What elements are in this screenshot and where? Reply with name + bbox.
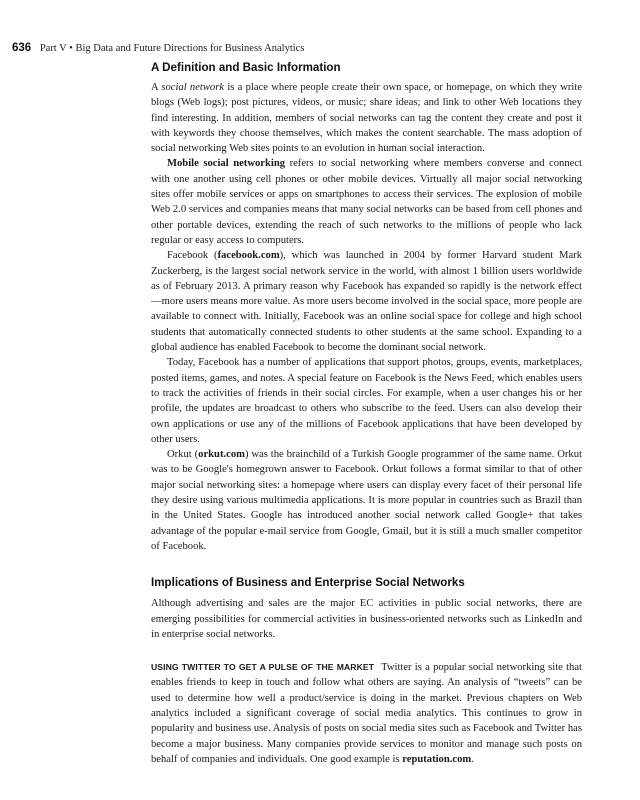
body-text [151,60,582,767]
running-head [12,42,612,54]
page-number: 636 [12,42,32,54]
paragraph-mobile-social-networking: Mobile social networking refers to social networking where members converse and connect with one another using cell phones or other mobile devices. Virtually all major social networking sites offer mobile services or apps on smartphones to access their services. The explosion of mobile Web 2.0 services and companies means that many social networks can be based from cell phones and other portable devices, extending the reach of such networks to the millions of people who lack regular or easy access to computers. [151,158,582,246]
link-reputation[interactable]: reputation.com [402,753,472,765]
paragraph-facebook: Facebook (facebook.com), which was launched in 2004 by former Harvard student Mark Zuckerberg, is the largest social network service in the world, with almost 1 billion users worldwide as of February 2013. A primary reason why Facebook has expanded so rapidly is the network effect—more users means more value. As more users become involved in the social space, more people are available to connect with. Initially, Facebook was an online social space for college and high school students that automatically connected students to other students at the same school. Expanding to a global audience has enabled Facebook to become the dominant social network. [151,250,582,354]
run-in-heading-twitter: USING TWITTER TO GET A PULSE OF THE MARKET [151,662,375,673]
paragraph-social-network: A social network is a place where people create their own space, or homepage, on which they write blogs (Web logs); post pictures, videos, or music; share ideas; and link to other Web locations they find interesting. In addition, members of social networks can tag the content they create and post it with keywords they choose themselves, which makes the content searchable. The mass adoption of social networking Web sites points to an evolution in human social interaction. [151,82,582,155]
term-mobile-social-networking: Mobile social networking [167,158,286,170]
link-orkut[interactable]: orkut.com [198,449,245,461]
section-heading-implications: Implications of Business and Enterprise Social Networks [151,576,465,590]
running-title: Part V • Big Data and Future Directions for Business Analytics [39,43,305,54]
paragraph-orkut: Orkut (orkut.com) was the brainchild of a Turkish Google programmer of the same name. Orkut was to be Google's homegrown answer to Facebook. Orkut follows a format similar to that of other major social networking sites: a homepage where users can display every facet of their personal life they desire using various multimedia applications. It is more popular in countries such as Brazil than in the United States. Google has introduced another social network called Google+ that takes advantage of the popular e-mail service from Google, Gmail, but it is still a much smaller competitor of Facebook. [151,449,582,552]
paragraph-twitter: USING TWITTER TO GET A PULSE OF THE MARKET Twitter is a popular social networking site that enables friends to keep in touch and follow what others are saying. An analysis of “tweets” can be used to determine how well a product/service is doing in the market. Previous chapters on Web analytics included a significant coverage of social media analytics. This continues to grow in popularity and business use. Analysis of posts on social media sites such as Facebook and Twitter has become a major business. Many companies provide services to monitor and manage such posts on behalf of companies and individuals. One good example is reputation.com. [151,662,582,765]
paragraph-business-networks: Although advertising and sales are the major EC activities in public social networks, there are emerging possibilities for commercial activities in business-oriented networks such as LinkedIn and in enterprise social networks. [151,598,582,640]
paragraph-facebook-applications: Today, Facebook has a number of applications that support photos, groups, events, marketplaces, posted items, games, and notes. A special feature on Facebook is the News Feed, which enables users to track the activities of friends in their social circles. For example, when a user changes his or her profile, the updates are broadcast to others who subscribe to the feed. Users can also develop their own applications or use any of the millions of Facebook applications that have been developed by other users. [151,357,582,445]
link-facebook[interactable]: facebook.com [217,250,280,262]
term-social-network: social network [161,82,225,93]
section-heading-definition: A Definition and Basic Information [151,61,341,74]
